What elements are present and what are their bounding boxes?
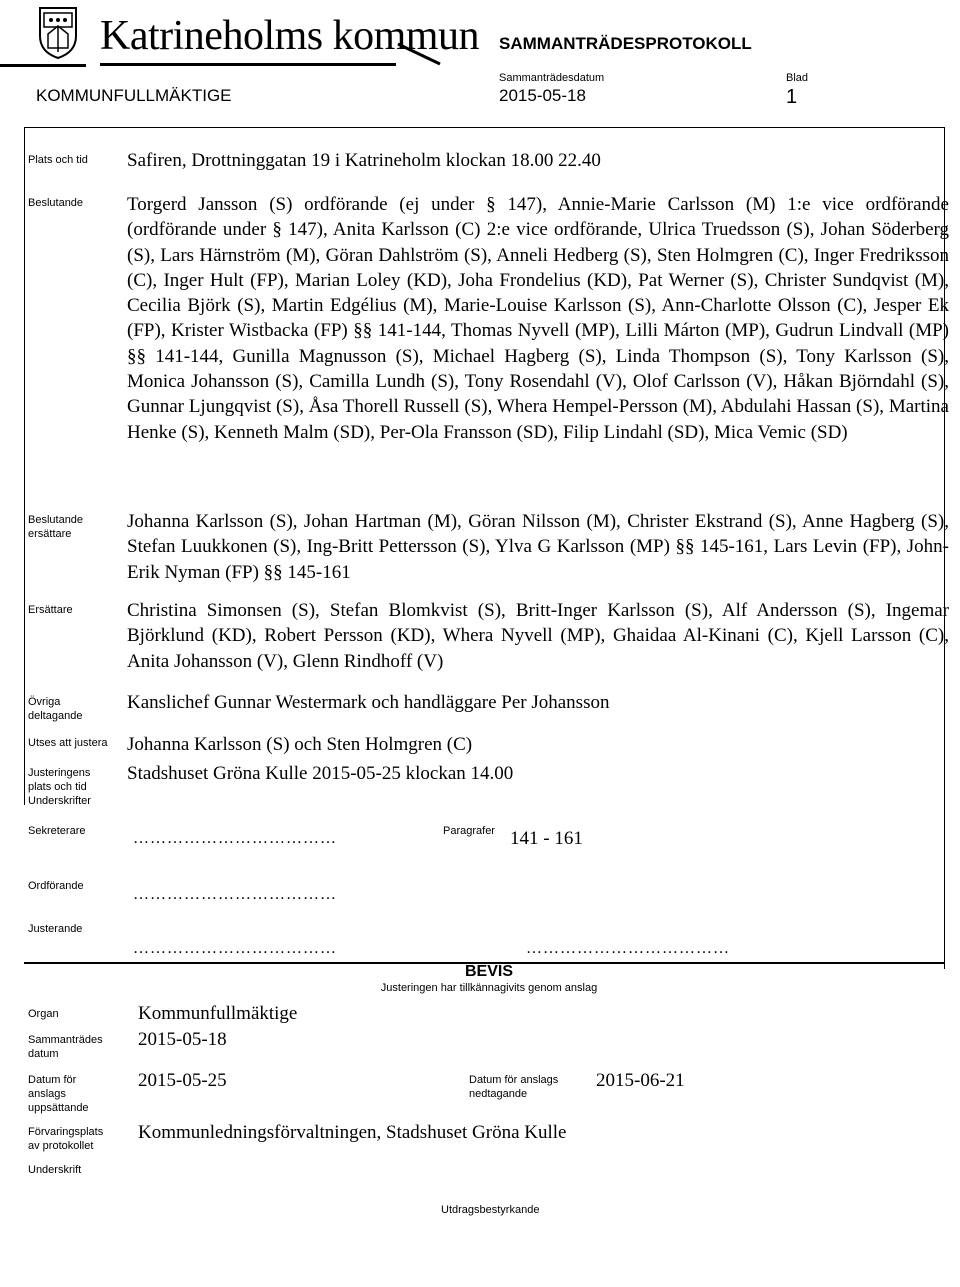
paragraphs-label: Paragrafer <box>443 825 495 837</box>
others-label: Övriga deltagande <box>28 696 83 722</box>
logo-swoosh-icon <box>396 38 442 68</box>
member-replacements-label: Beslutande ersättare <box>28 514 84 540</box>
members-value: Torgerd Jansson (S) ordförande (ej under § 147), Annie-Marie Carlsson (M) 1:e vice ordförande (ordförande under § 147), Anita Karlsson (C) 2:e vice ordförande, Ulrica Truedsson (S), Johan Söderberg (S), Lars Härnström (M), Göran Dahlström (S), Anneli Hedberg (S), Sten Holmgren (C), Inger Fredriksson (C), Inger Hult (FP), Marian Loley (KD), Joha Frondelius (KD), Pat Werner (S), Christer Sundqvist (M), Cecilia Björk (S), Martin Edgélius (M), Marie-Louise Karlsson (S), Ann-Charlotte Olsson (C), Jesper Ek (FP), Krister Wistbacka (FP) §§ 141-144, Thomas Nyvell (MP), Lilli Márton (MP), Gudrun Lindvall (MP) §§ 141-144, Gunilla Magnusson (S), Michael Hagberg (S), Linda Thompson (S), Tony Karlsson (S), Monica Johansson (S), Camilla Lundh (S), Tony Rosendahl (V), Olof Carlsson (V), Håkan Björndahl (S), Gunnar Ljungqvist (S), Åsa Thorell Russell (S), Whera Hempel-Persson (M), Abdulahi Hassan (S), Martina Henke (S), Kenneth Malm (SD), Per-Ola Fransson (SD), Filip Lindahl (SD), Mica Vemic (SD) <box>127 194 949 443</box>
adjuster-label: Justerande <box>28 923 83 935</box>
body-name: KOMMUNFULLMÄKTIGE <box>36 86 232 105</box>
adjuster-signature-line-1: ……………………………… <box>133 940 337 957</box>
adjusters-label: Utses att justera <box>28 737 108 749</box>
signatures-section-label: Underskrifter <box>28 795 91 807</box>
adjusters-value: Johanna Karlsson (S) och Sten Holmgren (C) <box>127 734 473 755</box>
organ-value: Kommunfullmäktige <box>138 1003 298 1024</box>
removal-date-value: 2015-06-21 <box>596 1070 685 1091</box>
date-value: 2015-05-18 <box>499 86 586 105</box>
certificate-subtitle: Justeringen har tillkännagivits genom anslag <box>380 982 598 994</box>
certificate-title: BEVIS <box>464 963 513 980</box>
adjust-place-value: Stadshuset Gröna Kulle 2015-05-25 klockan 14.00 <box>127 763 514 784</box>
document-type: SAMMANTRÄDESPROTOKOLL <box>499 34 752 53</box>
paragraphs-value: 141 - 161 <box>510 828 583 849</box>
secretary-signature-line: ……………………………… <box>133 830 337 847</box>
storage-value: Kommunledningsförvaltningen, Stadshuset Gröna Kulle <box>138 1122 567 1143</box>
municipality-name: Katrineholms kommun <box>100 13 479 59</box>
meeting-date-label: Sammanträdes datum <box>28 1034 103 1060</box>
meeting-date-value: 2015-05-18 <box>138 1029 227 1050</box>
organ-label: Organ <box>28 1008 59 1020</box>
removal-date-label: Datum för anslags nedtagande <box>469 1074 559 1100</box>
date-label: Sammanträdesdatum <box>499 72 605 84</box>
substitutes-value: Christina Simonsen (S), Stefan Blomkvist (S), Britt-Inger Karlsson (S), Alf Andersson (S), Ingemar Björklund (KD), Robert Persson (KD), Whera Nyvell (MP), Ghaidaa Al-Kinani (C), Kjell Larsson (C), Anita Johansson (V), Glenn Rindhoff (V) <box>127 600 949 672</box>
member-replacements-value: Johanna Karlsson (S), Johan Hartman (M), Göran Nilsson (M), Christer Ekstrand (S), Anne Hagberg (S), Stefan Luukkonen (S), Ing-Britt Pettersson (S), Ylva G Karlsson (MP) §§ 145-161, Lars Levin (FP), John-Erik Nyman (FP) §§ 145-161 <box>127 511 949 583</box>
posting-date-value: 2015-05-25 <box>138 1070 227 1091</box>
chair-signature-line: ……………………………… <box>133 886 337 903</box>
members-label: Beslutande <box>28 197 84 209</box>
adjust-place-label: Justeringens plats och tid <box>28 767 91 793</box>
others-value: Kanslichef Gunnar Westermark och handläggare Per Johansson <box>127 692 610 713</box>
chair-label: Ordförande <box>28 880 84 892</box>
page-number: 1 <box>786 86 798 108</box>
page-label: Blad <box>786 72 809 84</box>
municipality-crest-icon <box>36 4 80 60</box>
posting-date-label: Datum för anslags uppsättande <box>28 1074 89 1114</box>
place-time-value: Safiren, Drottninggatan 19 i Katrineholm klockan 18.00 22.40 <box>127 150 601 171</box>
place-time-label: Plats och tid <box>28 154 88 166</box>
substitutes-label: Ersättare <box>28 604 73 616</box>
signature-label: Underskrift <box>28 1164 82 1176</box>
adjuster-signature-line-2: ……………………………… <box>526 940 730 957</box>
secretary-label: Sekreterare <box>28 825 86 837</box>
storage-label: Förvaringsplats av protokollet <box>28 1126 104 1152</box>
extract-label: Utdragsbestyrkande <box>441 1204 540 1216</box>
